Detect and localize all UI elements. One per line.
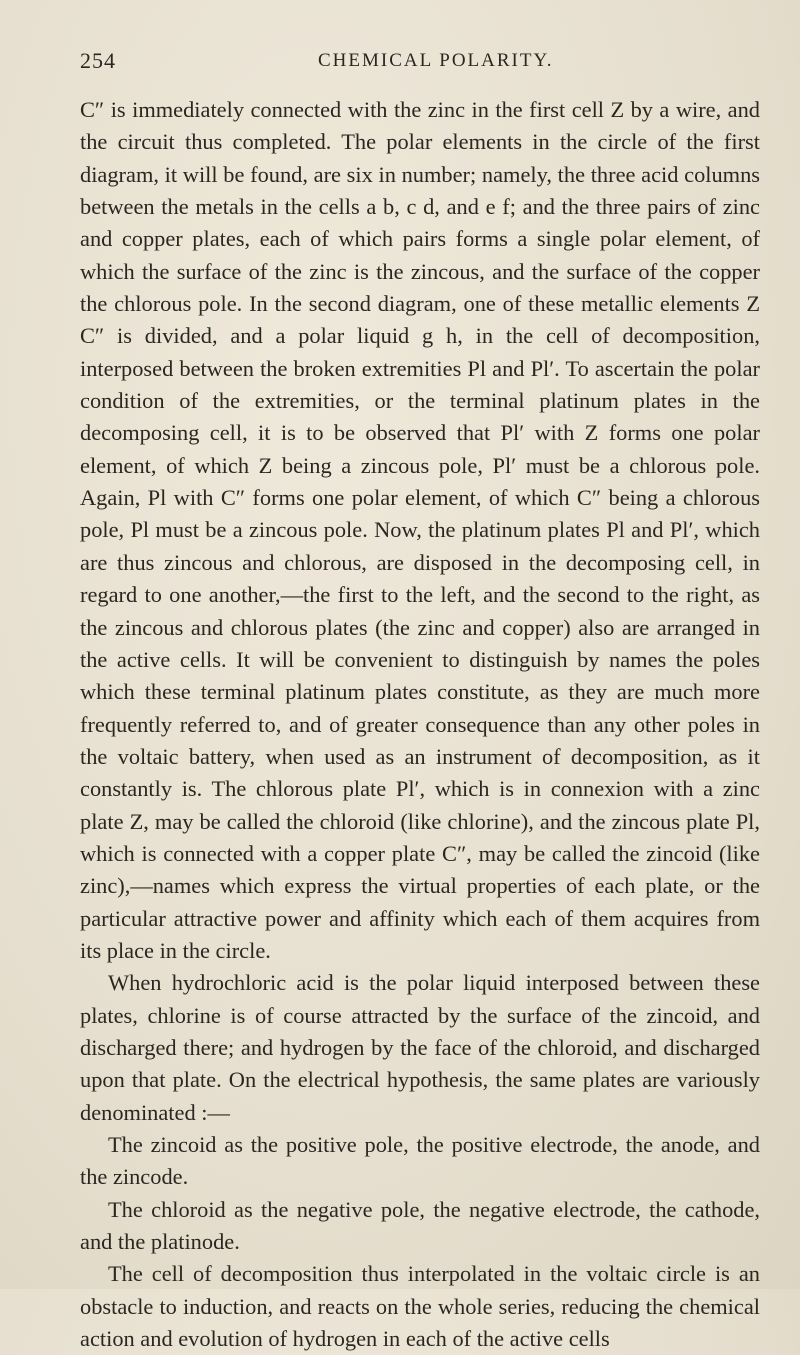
running-head: CHEMICAL POLARITY. (318, 50, 554, 71)
page-number: 254 (80, 48, 116, 73)
paragraph: When hydrochloric acid is the polar liquid interposed between these plates, chlorine is of course attracted by the surface of the zincoid, and discharged there; and hydrogen by the face of the chloroid, and discharged upon that plate. On the electrical hypothesis, the same plates are variously denominated :— (80, 970, 760, 1125)
body-text (80, 94, 760, 1355)
paragraph: The cell of decomposition thus interpolated in the voltaic circle is an obstacle to induction, and reacts on the whole series, reducing the chemical action and evolution of hydrogen in each of the active cells (80, 1261, 760, 1352)
paragraph: The zincoid as the positive pole, the positive electrode, the anode, and the zincode. (80, 1132, 760, 1190)
paragraph: C″ is immediately connected with the zinc in the first cell Z by a wire, and the circuit thus completed. The polar elements in the circle of the first diagram, it will be found, are six in number; namely, the three acid columns between the metals in the cells a b, c d, and e f; and the three pairs of zinc and copper plates, each of which pairs forms a single polar element, of which the surface of the zinc is the zincous, and the surface of the copper the chlorous pole. In the second diagram, one of these metallic elements Z C″ is divided, and a polar liquid g h, in the cell of decomposition, interposed between the broken extremities Pl and Pl′. To ascertain the polar condition of the extremities, or the terminal platinum plates in the decomposing cell, it is to be observed that Pl′ with Z forms one polar element, of which Z being a zincous pole, Pl′ must be a chlorous pole. Again, Pl with C″ forms one polar element, of which C″ being a chlorous pole, Pl must be a zincous pole. Now, the platinum plates Pl and Pl′, which are thus zincous and chlorous, are disposed in the decomposing cell, in regard to one another,—the first to the left, and the second to the right, as the zincous and chlorous plates (the zinc and copper) also are arranged in the active cells. It will be convenient to distinguish by names the poles which these terminal platinum plates constitute, as they are much more frequently referred to, and of greater consequence than any other poles in the voltaic battery, when used as an instrument of decomposition, as it constantly is. The chlorous plate Pl′, which is in connexion with a zinc plate Z, may be called the chloroid (like chlorine), and the zincous plate Pl, which is connected with a copper plate C″, may be called the zincoid (like zinc),—names which express the virtual properties of each plate, or the particular attractive power and affinity which each of them acquires from its place in the circle. (80, 97, 760, 963)
paragraph: The chloroid as the negative pole, the negative electrode, the cathode, and the platinode. (80, 1196, 760, 1255)
book-page (80, 34, 760, 1355)
page-header (80, 34, 760, 78)
